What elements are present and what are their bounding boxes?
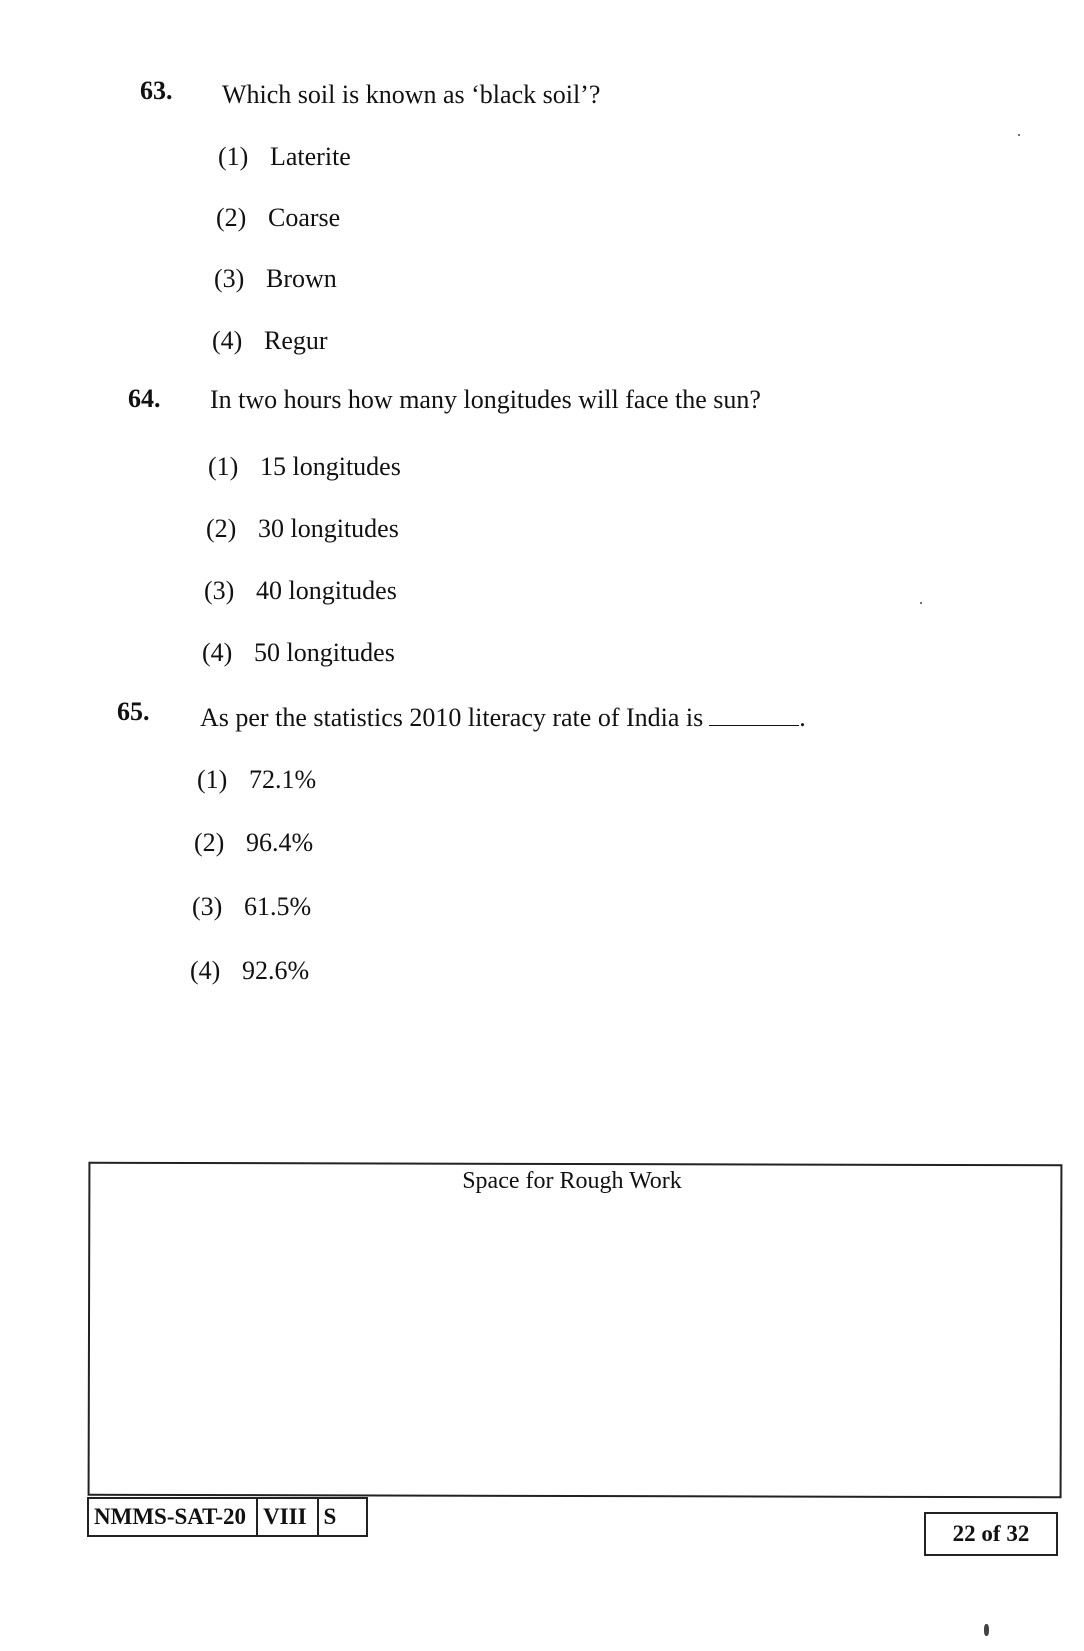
option-label: (3) xyxy=(214,264,245,293)
option xyxy=(218,142,351,172)
scan-speck xyxy=(984,1624,989,1636)
page-number: 22 of 32 xyxy=(924,1512,1058,1556)
question-number: 65. xyxy=(117,697,150,726)
option xyxy=(206,514,399,544)
option-label: (4) xyxy=(202,638,233,667)
exam-code-box xyxy=(87,1497,368,1537)
option-text: 15 longitudes xyxy=(260,452,401,481)
exam-code: NMMS-SAT-20 xyxy=(89,1499,258,1535)
option-text: 96.4% xyxy=(246,828,314,857)
option-label: (1) xyxy=(197,765,228,794)
option-label: (2) xyxy=(216,203,247,232)
question-text-end: . xyxy=(799,703,806,732)
scan-speck xyxy=(1018,134,1020,136)
rough-work-box xyxy=(88,1162,1063,1499)
option-label: (1) xyxy=(218,142,249,171)
option xyxy=(192,892,311,922)
option-label: (4) xyxy=(212,326,243,355)
option-text: Coarse xyxy=(268,203,341,232)
option xyxy=(197,765,316,795)
option-label: (2) xyxy=(206,514,237,543)
option-text: Laterite xyxy=(270,142,351,171)
option-text: 50 longitudes xyxy=(254,638,395,667)
question-text: Which soil is known as ‘black soil’? xyxy=(222,80,601,109)
option-label: (4) xyxy=(190,956,221,985)
option xyxy=(204,576,397,606)
rough-work-title: Space for Rough Work xyxy=(462,1168,682,1194)
answer-blank xyxy=(709,725,799,726)
option-text: 61.5% xyxy=(244,892,312,921)
option-text: 40 longitudes xyxy=(256,576,397,605)
question-number: 64. xyxy=(128,384,161,413)
scan-speck xyxy=(920,602,922,604)
option xyxy=(190,956,309,986)
option-text: 30 longitudes xyxy=(258,514,399,543)
option xyxy=(216,203,340,233)
option xyxy=(214,264,337,294)
option xyxy=(194,828,313,858)
question-text-main: As per the statistics 2010 literacy rate of India is xyxy=(200,703,704,732)
option xyxy=(202,638,395,668)
class-code: VIII xyxy=(258,1499,318,1535)
option-text: 72.1% xyxy=(249,765,317,794)
question-text xyxy=(200,703,806,733)
question-number: 63. xyxy=(140,76,173,105)
option xyxy=(212,326,328,356)
option-label: (1) xyxy=(208,452,239,481)
series-code: S xyxy=(323,1504,337,1529)
option-text: Brown xyxy=(266,264,337,293)
option-label: (3) xyxy=(204,576,235,605)
option-label: (2) xyxy=(194,828,225,857)
option xyxy=(208,452,401,482)
option-text: Regur xyxy=(264,326,328,355)
option-label: (3) xyxy=(192,892,223,921)
option-text: 92.6% xyxy=(242,956,310,985)
question-text: In two hours how many longitudes will face the sun? xyxy=(210,385,761,414)
